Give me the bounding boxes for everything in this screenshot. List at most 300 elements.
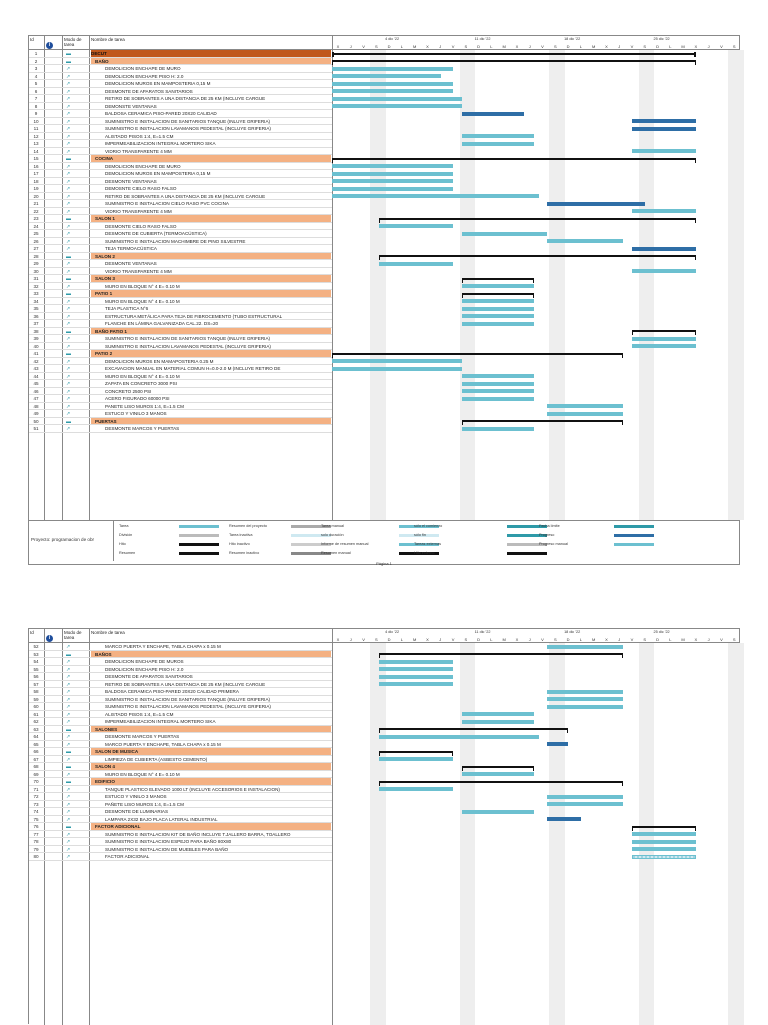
day-label: M (502, 637, 506, 642)
row-id: 17 (33, 171, 39, 176)
task-bar[interactable] (462, 134, 534, 138)
table-row[interactable] (29, 696, 332, 704)
table-row[interactable] (29, 343, 332, 351)
row-id: 35 (33, 306, 39, 311)
task-name: MURO EN BLOQUE N° 4 E= 0.10 M (105, 298, 180, 304)
task-bar[interactable] (547, 817, 582, 821)
task-bar[interactable] (462, 427, 534, 431)
task-name: COCINA (91, 155, 331, 162)
table-row[interactable] (29, 823, 332, 831)
summary-task-icon: ▬ (66, 726, 71, 733)
table-row[interactable] (29, 688, 332, 696)
task-bar[interactable] (332, 359, 462, 363)
legend-label: Resumen manual (321, 551, 351, 555)
summary-bar[interactable] (332, 353, 623, 355)
task-bar[interactable] (462, 232, 546, 236)
day-label: V (451, 44, 455, 49)
day-label: X (336, 637, 340, 642)
task-name: MURO EN BLOQUE N° 4 E= 0.10 M (105, 283, 180, 289)
row-id: 60 (33, 704, 39, 709)
task-bar[interactable] (379, 675, 453, 679)
legend-label: Tarea inactiva (229, 533, 253, 537)
day-label: S (375, 44, 378, 49)
row-id: 36 (33, 313, 39, 319)
task-bar[interactable] (462, 307, 534, 311)
task-bar[interactable] (332, 367, 462, 371)
table-row[interactable] (29, 185, 332, 193)
task-name: LIMPIEZA DE CUBIERTA (ASBESTO CEMENTO) (105, 756, 208, 762)
day-label: V (630, 637, 634, 642)
task-bar[interactable] (462, 389, 534, 393)
table-row[interactable] (29, 155, 332, 163)
row-id: 73 (33, 801, 39, 807)
row-id: 61 (33, 711, 39, 717)
week-label: 18 dic '22 (564, 630, 581, 634)
table-row[interactable] (29, 223, 332, 231)
task-bar[interactable] (547, 690, 624, 694)
summary-bar[interactable] (332, 158, 696, 160)
task-bar[interactable] (547, 645, 624, 649)
task-bar[interactable] (632, 855, 696, 859)
task-bar[interactable] (632, 247, 696, 251)
table-row[interactable] (29, 268, 332, 276)
legend (29, 520, 739, 560)
auto-task-icon: ↗ (66, 208, 71, 215)
day-label: D (656, 637, 659, 642)
row-id: 13 (33, 141, 39, 146)
task-name: VIDRIO TRANSPARENTE 4 MM (105, 208, 172, 214)
summary-task-icon: ▬ (66, 51, 71, 57)
task-bar[interactable] (632, 119, 696, 123)
summary-bar[interactable] (379, 218, 696, 220)
task-name: SALON DE MUSICA (91, 748, 331, 755)
task-bar[interactable] (379, 224, 453, 228)
summary-bar[interactable] (632, 826, 696, 828)
task-bar[interactable] (332, 74, 441, 78)
task-bar[interactable] (332, 89, 453, 93)
task-bar[interactable] (632, 832, 696, 836)
task-bar[interactable] (462, 112, 523, 116)
day-label: X (515, 637, 519, 642)
day-label: D (566, 637, 570, 642)
task-bar[interactable] (547, 697, 624, 701)
table-row[interactable] (29, 726, 332, 734)
day-label: D (477, 44, 481, 49)
auto-task-icon: ↗ (66, 81, 71, 87)
table-row[interactable] (29, 793, 332, 801)
table-row[interactable] (29, 118, 332, 126)
summary-bar[interactable] (462, 420, 623, 422)
auto-task-icon: ↗ (66, 396, 71, 402)
table-row[interactable] (29, 290, 332, 298)
day-label: V (451, 637, 455, 642)
row-id: 22 (33, 208, 39, 214)
day-label: S (553, 637, 557, 642)
table-row[interactable] (29, 658, 332, 666)
task-bar[interactable] (462, 322, 534, 326)
table-row[interactable] (29, 733, 332, 741)
table-row[interactable] (29, 365, 332, 373)
task-bar[interactable] (462, 712, 534, 716)
table-row[interactable] (29, 808, 332, 816)
task-bar[interactable] (632, 847, 696, 851)
task-bar[interactable] (379, 735, 539, 739)
table-row[interactable] (29, 643, 332, 651)
weekend-shade (728, 643, 743, 1025)
task-bar[interactable] (632, 149, 696, 153)
auto-task-icon: ↗ (66, 141, 71, 147)
table-row[interactable] (29, 253, 332, 261)
row-id: 78 (33, 839, 39, 844)
legend-key (614, 543, 654, 546)
row-id: 6 (34, 88, 38, 94)
table-row[interactable] (29, 125, 332, 133)
table-row[interactable] (29, 373, 332, 381)
table-row[interactable] (29, 358, 332, 366)
task-name: MURO EN BLOQUE N° 4 E= 0.10 M (105, 373, 180, 379)
task-name: BAÑOS (91, 651, 331, 658)
table-row[interactable] (29, 298, 332, 306)
legend-key (507, 552, 547, 555)
legend-label: Progreso (539, 533, 555, 537)
row-id: 28 (33, 253, 39, 259)
table-row[interactable] (29, 170, 332, 178)
auto-task-icon: ↗ (66, 816, 71, 823)
table-row[interactable] (29, 403, 332, 411)
task-bar[interactable] (379, 757, 453, 761)
table-row[interactable] (29, 110, 332, 118)
auto-task-icon: ↗ (66, 801, 71, 808)
summary-bar[interactable] (379, 255, 696, 257)
task-name: MURO EN BLOQUE N° 4 E= 0.10 M (105, 771, 180, 777)
task-bar[interactable] (462, 397, 534, 401)
auto-task-icon: ↗ (66, 231, 71, 237)
table-row[interactable] (29, 673, 332, 681)
row-id: 14 (33, 148, 39, 154)
auto-task-icon: ↗ (66, 786, 71, 793)
row-id: 10 (33, 118, 39, 124)
auto-task-icon: ↗ (66, 321, 71, 327)
task-name: LAMPARA 2X32 BAJO PLACA LATERAL INDUSTRIAL (105, 816, 218, 822)
auto-task-icon: ↗ (66, 193, 71, 200)
day-label: X (605, 637, 608, 642)
task-bar[interactable] (462, 374, 534, 378)
legend-label: Fecha límite (539, 524, 560, 528)
task-bar[interactable] (632, 337, 696, 341)
task-name: DECUT (91, 50, 331, 57)
task-bar[interactable] (547, 742, 569, 746)
row-id: 7 (34, 96, 38, 101)
task-bar[interactable] (547, 705, 624, 709)
task-name: BAÑO PATIO 1 (91, 328, 331, 335)
table-row[interactable] (29, 838, 332, 846)
task-name: CONCRETO 2500 PSI (105, 388, 152, 394)
row-id: 54 (33, 659, 39, 664)
row-id: 75 (33, 816, 39, 822)
table-row[interactable] (29, 335, 332, 343)
task-bar[interactable] (547, 404, 624, 408)
table-row[interactable] (29, 703, 332, 711)
table-row[interactable] (29, 816, 332, 824)
task-bar[interactable] (332, 179, 453, 183)
task-bar[interactable] (379, 262, 453, 266)
row-id: 74 (33, 809, 39, 814)
auto-task-icon: ↗ (66, 388, 71, 395)
task-bar[interactable] (632, 269, 696, 273)
task-bar[interactable] (547, 795, 624, 799)
task-bar[interactable] (632, 344, 696, 348)
table-row[interactable] (29, 410, 332, 418)
col-name-header: Nombre de tarea (91, 630, 125, 635)
week-label: 4 dic '22 (385, 37, 400, 41)
table-row[interactable] (29, 328, 332, 336)
row-id: 26 (33, 238, 39, 244)
table-row[interactable] (29, 681, 332, 689)
task-bar[interactable] (332, 82, 453, 86)
task-bar[interactable] (462, 284, 534, 288)
legend-label: Hito inactivo (229, 542, 250, 546)
table-row[interactable] (29, 763, 332, 771)
row-id: 18 (33, 178, 39, 184)
table-row[interactable] (29, 148, 332, 156)
table-row[interactable] (29, 103, 332, 111)
row-id: 52 (33, 644, 39, 649)
summary-bar[interactable] (462, 293, 534, 295)
task-name: RETIRO DE SOBRANTES A UNA DISTANCIA DE 25 KM (INCLUYE CARGUE (105, 681, 266, 687)
table-header (29, 629, 739, 643)
task-bar[interactable] (547, 802, 624, 806)
row-id: 3 (34, 66, 38, 71)
row-id: 57 (33, 681, 39, 687)
row-id: 67 (33, 756, 39, 762)
legend-label: sólo fin (414, 533, 427, 537)
day-label: L (579, 637, 582, 642)
table-row[interactable] (29, 88, 332, 96)
table-row[interactable] (29, 313, 332, 321)
row-id: 4 (34, 73, 38, 79)
auto-task-icon: ↗ (66, 719, 71, 725)
task-bar[interactable] (547, 412, 624, 416)
day-label: L (490, 44, 493, 49)
task-name: PAÑETE LISO MUROS 1:4, E=1.5 CM (105, 801, 184, 807)
task-name: DESMONTE VENTANAS (105, 261, 157, 266)
task-name: SUMINISTRO E INSTALACION DE SANITARIOS TANQUE (INLUYE GRIFERIA) (105, 118, 271, 124)
task-name: SALON 3 (91, 275, 331, 282)
summary-bar[interactable] (462, 278, 534, 280)
day-label: S (375, 637, 378, 642)
row-id: 5 (34, 81, 38, 86)
task-name: SALON 2 (91, 253, 331, 260)
summary-task-icon: ▬ (66, 156, 71, 162)
table-row[interactable] (29, 718, 332, 726)
row-id: 24 (33, 223, 39, 229)
legend-label: División (119, 533, 133, 537)
table-row[interactable] (29, 65, 332, 73)
task-bar[interactable] (332, 104, 462, 108)
task-bar[interactable] (332, 97, 462, 101)
task-bar[interactable] (632, 127, 696, 131)
table-row[interactable] (29, 741, 332, 749)
table-row[interactable] (29, 651, 332, 659)
summary-bar[interactable] (632, 330, 696, 332)
task-bar[interactable] (379, 660, 453, 664)
table-row[interactable] (29, 283, 332, 291)
auto-task-icon: ↗ (66, 854, 71, 860)
legend-label: Resumen (119, 551, 136, 555)
auto-task-icon: ↗ (66, 839, 71, 845)
task-bar[interactable] (462, 720, 534, 724)
task-bar[interactable] (462, 772, 534, 776)
task-bar[interactable] (379, 667, 453, 671)
task-name: ACERO FIGURADO 60000 PSI (105, 396, 170, 401)
table-row[interactable] (29, 238, 332, 246)
table-row[interactable] (29, 140, 332, 148)
summary-bar[interactable] (332, 60, 696, 62)
task-bar[interactable] (462, 382, 534, 386)
day-label: V (362, 44, 365, 49)
table-row[interactable] (29, 245, 332, 253)
task-name: SUMINISTRO E INSTALACION LAVAMANOS PEDESTAL (INCLUYE GRIFERIA) (105, 343, 271, 349)
day-label: D (477, 637, 481, 642)
table-row[interactable] (29, 350, 332, 358)
table-row[interactable] (29, 320, 332, 328)
day-label: L (579, 44, 582, 49)
auto-task-icon: ↗ (66, 171, 71, 177)
table-row[interactable] (29, 178, 332, 186)
table-row[interactable] (29, 200, 332, 208)
col-id-header: Id (30, 630, 34, 635)
day-label: M (502, 44, 506, 49)
day-label: V (720, 637, 723, 642)
table-row[interactable] (29, 208, 332, 216)
task-name: SUMINISTRO E INSTALACION LAVAMANOS PEDESTAL (INCLUYE GRIFERIA) (105, 126, 271, 131)
week-label: 11 dic '22 (474, 37, 491, 41)
row-id: 71 (33, 786, 39, 792)
task-name: DESMONTE CIELO RASO FALSO (105, 223, 177, 229)
auto-task-icon: ↗ (66, 343, 71, 350)
task-bar[interactable] (332, 67, 453, 71)
task-bar[interactable] (332, 172, 453, 176)
table-row[interactable] (29, 853, 332, 861)
summary-task-icon: ▬ (66, 351, 71, 357)
task-name: SUMINISTRO E INSTALACION DE MUEBLES PARA BAÑO (105, 846, 229, 852)
task-bar[interactable] (547, 202, 645, 206)
table-row[interactable] (29, 395, 332, 403)
row-id: 69 (33, 771, 39, 777)
table-row[interactable] (29, 846, 332, 854)
table-row[interactable] (29, 305, 332, 313)
table-row[interactable] (29, 260, 332, 268)
table-row[interactable] (29, 388, 332, 396)
task-bar[interactable] (332, 187, 453, 191)
task-bar[interactable] (379, 787, 453, 791)
table-row[interactable] (29, 425, 332, 433)
summary-bar[interactable] (379, 728, 568, 730)
task-bar[interactable] (632, 840, 696, 844)
task-name: VIDRIO TRANSPARENTE 4 MM (105, 268, 172, 274)
summary-task-icon: ▬ (66, 276, 71, 282)
info-icon: i (46, 635, 53, 642)
task-bar[interactable] (462, 810, 534, 814)
table-row[interactable] (29, 748, 332, 756)
task-name: MARCO PUERTA Y ENCHAPE, TABLA CHAPA x 0.15 M (105, 644, 221, 649)
day-label: X (605, 44, 608, 49)
auto-task-icon: ↗ (66, 674, 71, 680)
legend-key (179, 525, 219, 528)
table-row[interactable] (29, 50, 332, 58)
table-row[interactable] (29, 756, 332, 764)
auto-task-icon: ↗ (66, 794, 71, 800)
summary-task-icon: ▬ (66, 253, 71, 260)
day-label: V (720, 44, 723, 49)
task-bar[interactable] (547, 239, 624, 243)
task-bar[interactable] (462, 314, 534, 318)
day-label: V (630, 44, 634, 49)
day-label: L (490, 637, 493, 642)
auto-task-icon: ↗ (66, 366, 71, 372)
table-row[interactable] (29, 58, 332, 66)
table-row[interactable] (29, 73, 332, 81)
task-bar[interactable] (632, 209, 696, 213)
row-id: 50 (33, 418, 39, 424)
timescale (332, 36, 741, 50)
day-label: D (656, 44, 659, 49)
table-row[interactable] (29, 193, 332, 201)
table-row[interactable] (29, 801, 332, 809)
summary-bar[interactable] (379, 781, 623, 783)
summary-bar[interactable] (379, 751, 453, 753)
summary-bar[interactable] (379, 653, 623, 655)
table-row[interactable] (29, 771, 332, 779)
task-bar[interactable] (462, 142, 534, 146)
table-row[interactable] (29, 786, 332, 794)
table-row[interactable] (29, 163, 332, 171)
day-label: M (681, 637, 685, 642)
summary-task-icon: ▬ (66, 764, 71, 770)
row-id: 20 (33, 193, 39, 199)
col-mode-header: Modo de tarea (64, 37, 82, 47)
summary-bar[interactable] (462, 766, 534, 768)
summary-bar[interactable] (332, 53, 696, 55)
day-label: D (387, 637, 391, 642)
auto-task-icon: ↗ (66, 696, 71, 703)
table-row[interactable] (29, 133, 332, 141)
table-row[interactable] (29, 778, 332, 786)
day-label: M (591, 44, 596, 49)
day-label: J (349, 44, 352, 49)
task-bar[interactable] (379, 682, 453, 686)
table-row[interactable] (29, 711, 332, 719)
table-row[interactable] (29, 418, 332, 426)
task-bar[interactable] (332, 164, 453, 168)
table-row[interactable] (29, 380, 332, 388)
auto-task-icon: ↗ (66, 148, 71, 155)
legend-label: Resumen inactivo (229, 551, 260, 555)
table-row[interactable] (29, 215, 332, 223)
row-id: 34 (33, 298, 39, 304)
auto-task-icon: ↗ (66, 111, 71, 117)
task-name: DEMOLICION ENCHAPE PISO H: 2.0 (105, 666, 184, 672)
table-row[interactable] (29, 275, 332, 283)
task-name: TANQUE PLASTICO ELEVADO 1000 LT (INCLUYE ACCESORIOS E INSTALACION) (105, 786, 280, 792)
task-bar[interactable] (462, 299, 534, 303)
table-row[interactable] (29, 831, 332, 839)
table-row[interactable] (29, 95, 332, 103)
table-row[interactable] (29, 666, 332, 674)
task-bar[interactable] (332, 194, 539, 198)
table-row[interactable] (29, 230, 332, 238)
table-row[interactable] (29, 80, 332, 88)
